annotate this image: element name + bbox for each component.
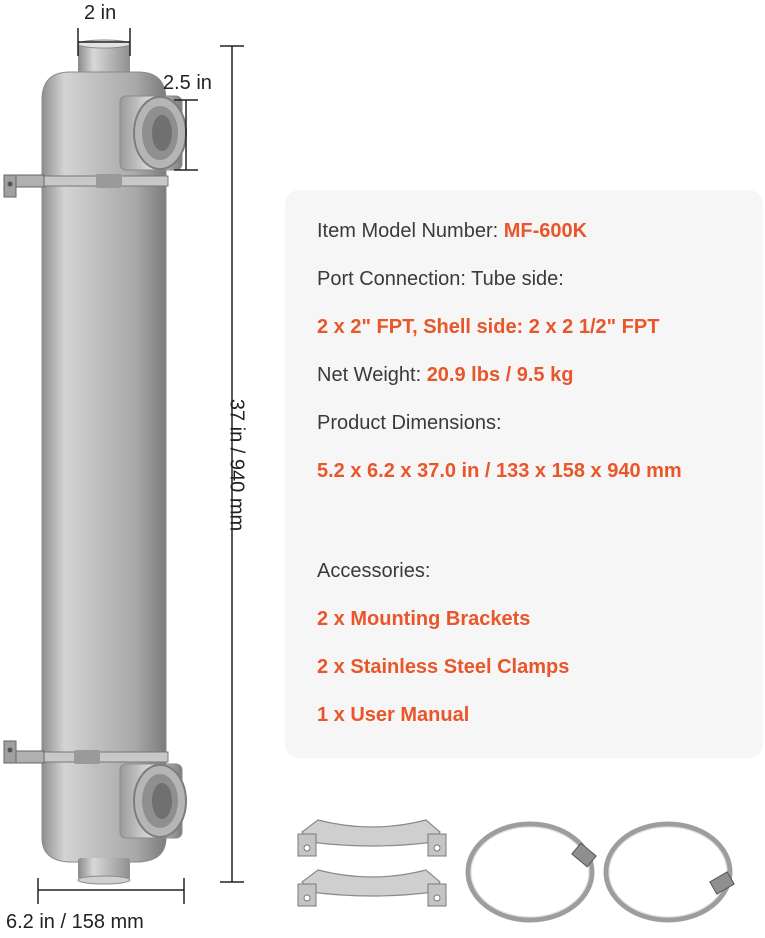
net-weight-value: 20.9 lbs / 9.5 kg — [426, 364, 574, 386]
shell-body — [42, 72, 166, 862]
mounting-bracket — [298, 820, 446, 856]
product-dimensions-label: Product Dimensions: — [317, 412, 502, 434]
accessory-item: 1 x User Manual — [317, 704, 470, 726]
bottom-port — [78, 858, 130, 884]
model-number-label: Item Model Number: — [317, 220, 504, 242]
net-weight-line — [317, 364, 573, 387]
model-number-line — [317, 220, 587, 243]
specs-card — [285, 190, 763, 758]
net-weight-label: Net Weight: — [317, 364, 427, 386]
accessory-item: 2 x Mounting Brackets — [317, 608, 531, 630]
product-dimensions-value: 5.2 x 6.2 x 37.0 in / 133 x 158 x 940 mm — [317, 460, 682, 482]
upper-side-port — [120, 96, 186, 170]
height-dimension-label: 37 in / 940 mm — [225, 398, 248, 532]
top-port-dimension-label: 2 in — [84, 2, 117, 24]
top-port — [78, 40, 130, 76]
accessory-item: 2 x Stainless Steel Clamps — [317, 656, 570, 678]
mounting-bracket — [298, 870, 446, 906]
lower-side-port — [120, 764, 186, 838]
accessories-label: Accessories: — [317, 560, 431, 582]
port-connection-value: 2 x 2" FPT, Shell side: 2 x 2 1/2" FPT — [317, 316, 660, 338]
hose-clamp — [606, 824, 734, 920]
side-port-dimension-label: 2.5 in — [163, 72, 212, 94]
port-connection-label: Port Connection: Tube side: — [317, 268, 564, 290]
hose-clamp — [468, 824, 596, 920]
width-dimension-label: 6.2 in / 158 mm — [6, 911, 144, 933]
model-number-value: MF-600K — [503, 220, 588, 242]
